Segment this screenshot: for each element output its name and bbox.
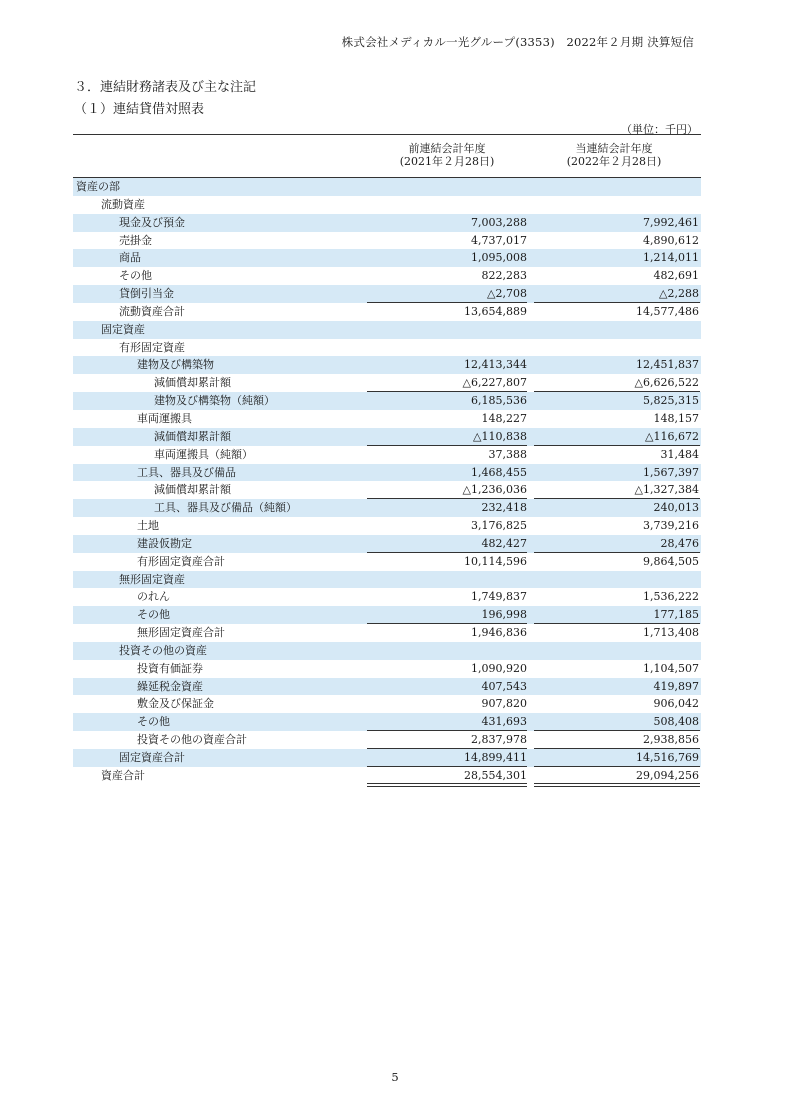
table-row — [73, 214, 701, 232]
column-header-row — [73, 135, 701, 178]
table-row — [73, 642, 701, 660]
value-current-year: 9,864,505 — [643, 554, 699, 568]
table-row — [73, 285, 701, 303]
value-current-year: △1,327,384 — [634, 483, 699, 497]
value-current-year: △116,672 — [645, 429, 699, 443]
row-label: 工具、器具及び備品（純額） — [154, 501, 297, 515]
table-row — [73, 464, 701, 482]
value-current-year: 3,739,216 — [643, 519, 699, 533]
value-previous-year: 10,114,596 — [464, 554, 527, 568]
row-label: 流動資産 — [101, 197, 145, 211]
page-number: 5 — [391, 1070, 399, 1084]
row-label: 有形固定資産合計 — [137, 554, 225, 568]
value-current-year: 12,451,837 — [636, 358, 699, 372]
total-double-rule — [367, 783, 527, 787]
value-current-year: 14,516,769 — [636, 751, 699, 764]
table-row — [73, 321, 701, 339]
value-previous-year: 148,227 — [481, 411, 527, 425]
value-previous-year: 822,283 — [481, 269, 527, 283]
value-current-year: △2,288 — [659, 287, 699, 301]
row-label: 無形固定資産 — [119, 572, 185, 586]
column-header-current-date: (2022年２月28日) — [566, 155, 662, 168]
row-label: 商品 — [119, 251, 141, 265]
row-label: その他 — [137, 608, 170, 622]
value-current-year: 1,567,397 — [643, 465, 699, 479]
value-current-year: 1,536,222 — [643, 590, 699, 604]
table-row — [73, 303, 701, 321]
row-label: 繰延税金資産 — [137, 679, 203, 693]
value-current-year: 5,825,315 — [643, 394, 699, 408]
row-label: 工具、器具及び備品 — [137, 465, 236, 479]
value-previous-year: 1,749,837 — [471, 590, 527, 604]
row-label: 建設仮勘定 — [137, 536, 192, 550]
value-current-year: 1,713,408 — [643, 626, 699, 640]
table-row — [73, 517, 701, 535]
table-row — [73, 588, 701, 606]
value-current-year: 1,104,507 — [643, 661, 699, 675]
row-label: 資産合計 — [101, 768, 145, 782]
value-previous-year: 3,176,825 — [471, 519, 527, 533]
unit-label: （単位：千円） — [621, 123, 698, 136]
value-current-year: 31,484 — [660, 447, 699, 461]
value-previous-year: 6,185,536 — [471, 394, 527, 408]
document-header: 株式会社メディカル一光グループ(3353) 2022年２月期 決算短信 — [341, 35, 694, 49]
value-previous-year: △6,227,807 — [462, 376, 527, 390]
value-previous-year: 12,413,344 — [464, 358, 527, 372]
table-row — [73, 695, 701, 713]
value-previous-year: 232,418 — [481, 501, 527, 515]
row-label: その他 — [137, 715, 170, 729]
value-previous-year: 13,654,889 — [464, 304, 527, 318]
table-row — [73, 178, 701, 196]
value-current-year: 29,094,256 — [636, 768, 699, 782]
value-current-year: 7,992,461 — [643, 215, 699, 229]
row-label: 建物及び構築物（純額） — [154, 394, 275, 408]
value-current-year: 14,577,486 — [636, 304, 699, 318]
table-row — [73, 749, 701, 767]
table-row — [73, 428, 701, 446]
row-label: 減価償却累計額 — [154, 376, 231, 390]
value-current-year: 28,476 — [660, 536, 699, 550]
column-header-current-title: 当連結会計年度 — [575, 142, 653, 155]
row-label: 流動資産合計 — [119, 304, 185, 318]
row-label: 投資その他の資産 — [119, 643, 207, 657]
row-label: 減価償却累計額 — [154, 429, 231, 443]
table-row — [73, 571, 701, 589]
subsection-title: （１）連結貸借対照表 — [74, 102, 205, 117]
value-previous-year: △1,236,036 — [462, 483, 527, 497]
table-row — [73, 767, 701, 785]
row-label: 車両運搬具 — [137, 411, 192, 425]
row-label: その他 — [119, 269, 152, 283]
table-row — [73, 410, 701, 428]
value-current-year: 177,185 — [653, 608, 699, 622]
table-row — [73, 481, 701, 499]
table-row — [73, 553, 701, 571]
row-label: 車両運搬具（純額） — [154, 447, 253, 461]
row-label: 投資有価証券 — [137, 661, 203, 675]
value-previous-year: 431,693 — [481, 715, 527, 729]
value-previous-year: 4,737,017 — [471, 233, 527, 247]
table-row — [73, 267, 701, 285]
table-row — [73, 678, 701, 696]
balance-sheet-table — [73, 134, 701, 785]
value-previous-year: 2,837,978 — [471, 733, 527, 747]
table-row — [73, 339, 701, 357]
column-header-current — [534, 142, 694, 168]
value-previous-year: 407,543 — [481, 679, 527, 693]
table-row — [73, 196, 701, 214]
column-header-previous-title: 前連結会計年度 — [408, 142, 486, 155]
value-previous-year: 1,090,920 — [471, 661, 527, 675]
row-label: 敷金及び保証金 — [137, 697, 214, 711]
value-current-year: 482,691 — [653, 269, 699, 283]
value-previous-year: 7,003,288 — [471, 215, 527, 229]
value-current-year: 508,408 — [653, 715, 699, 729]
value-previous-year: 37,388 — [488, 447, 527, 461]
value-previous-year: 28,554,301 — [464, 768, 527, 782]
value-previous-year: 1,095,008 — [471, 251, 527, 265]
table-row — [73, 606, 701, 624]
row-label: 固定資産 — [101, 322, 145, 336]
row-label: 有形固定資産 — [119, 340, 185, 354]
value-current-year: △6,626,522 — [634, 376, 699, 390]
row-label: 現金及び預金 — [119, 215, 185, 229]
row-label: 資産の部 — [76, 180, 120, 193]
value-previous-year: 196,998 — [481, 608, 527, 622]
value-current-year: 148,157 — [653, 411, 699, 425]
value-current-year: 419,897 — [653, 679, 699, 693]
value-previous-year: 482,427 — [481, 536, 527, 550]
total-double-rule — [534, 783, 700, 787]
row-label: 減価償却累計額 — [154, 483, 231, 497]
table-row — [73, 356, 701, 374]
table-row — [73, 499, 701, 517]
table-row — [73, 232, 701, 250]
value-current-year: 4,890,612 — [643, 233, 699, 247]
table-row — [73, 249, 701, 267]
table-row — [73, 535, 701, 553]
row-label: 無形固定資産合計 — [137, 626, 225, 640]
row-label: 土地 — [137, 519, 159, 533]
table-row — [73, 731, 701, 749]
row-label: 建物及び構築物 — [137, 358, 214, 372]
value-current-year: 906,042 — [653, 697, 699, 711]
value-previous-year: 14,899,411 — [464, 751, 527, 764]
table-row — [73, 713, 701, 731]
row-label: 固定資産合計 — [119, 751, 185, 764]
row-label: 貸倒引当金 — [119, 287, 174, 301]
table-row — [73, 392, 701, 410]
table-body — [73, 178, 701, 785]
value-previous-year: 907,820 — [481, 697, 527, 711]
section-title: ３．連結財務諸表及び主な注記 — [74, 80, 257, 95]
row-label: 投資その他の資産合計 — [137, 733, 247, 747]
row-label: 売掛金 — [119, 233, 152, 247]
value-current-year: 1,214,011 — [643, 251, 699, 265]
row-label: のれん — [137, 590, 170, 604]
column-header-previous-date: (2021年２月28日) — [399, 155, 495, 168]
table-row — [73, 624, 701, 642]
column-header-previous — [367, 142, 527, 168]
value-previous-year: 1,946,836 — [471, 626, 527, 640]
table-row — [73, 374, 701, 392]
value-previous-year: 1,468,455 — [471, 465, 527, 479]
value-previous-year: △2,708 — [487, 287, 527, 301]
value-previous-year: △110,838 — [473, 429, 527, 443]
table-row — [73, 446, 701, 464]
table-row — [73, 660, 701, 678]
value-current-year: 2,938,856 — [643, 733, 699, 747]
value-current-year: 240,013 — [653, 501, 699, 515]
